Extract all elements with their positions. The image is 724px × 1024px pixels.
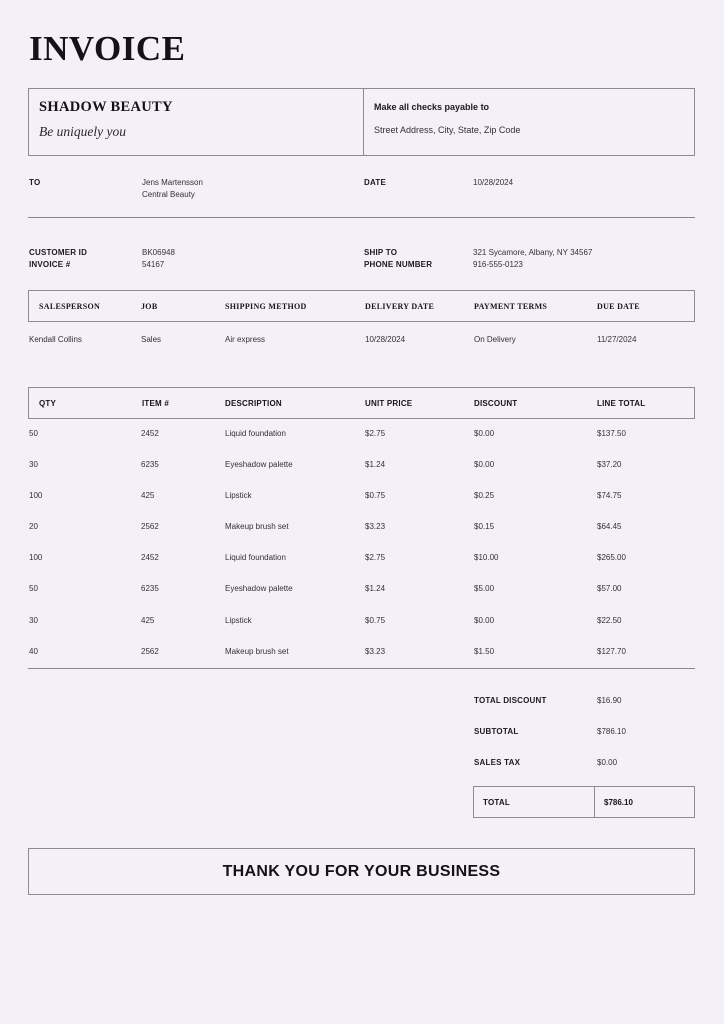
- line-item-line-total: $37.20: [597, 460, 622, 469]
- salesperson-header-due-date: DUE DATE: [597, 302, 640, 311]
- line-item-qty: 30: [29, 616, 38, 625]
- line-item-discount: $0.15: [474, 522, 495, 531]
- total-discount-value: $16.90: [597, 696, 622, 705]
- salesperson-cell-payment-terms: On Delivery: [474, 335, 516, 344]
- line-item-description: Makeup brush set: [225, 647, 289, 656]
- total-box-divider: [594, 787, 595, 817]
- line-item-line-total: $137.50: [597, 429, 626, 438]
- salesperson-cell-job: Sales: [141, 335, 162, 344]
- line-item-line-total: $127.70: [597, 647, 626, 656]
- line-item-discount: $0.25: [474, 491, 495, 500]
- total-value: $786.10: [604, 798, 633, 807]
- total-box: [473, 786, 695, 818]
- company-tagline: Be uniquely you: [39, 124, 126, 139]
- salesperson-header-delivery-date: DELIVERY DATE: [365, 302, 435, 311]
- line-item-unit-price: $1.24: [365, 584, 386, 593]
- line-item-description: Makeup brush set: [225, 522, 289, 531]
- line-item-discount: $0.00: [474, 460, 495, 469]
- line-item-description: Liquid foundation: [225, 553, 286, 562]
- phone-number-label: PHONE NUMBER: [364, 260, 433, 269]
- line-items-header-discount: DISCOUNT: [474, 399, 518, 408]
- line-item-description: Liquid foundation: [225, 429, 286, 438]
- total-discount-label: TOTAL DISCOUNT: [474, 696, 547, 705]
- ship-to-value: 321 Sycamore, Albany, NY 34567: [473, 248, 593, 257]
- line-item-line-total: $22.50: [597, 616, 622, 625]
- line-item-discount: $10.00: [474, 553, 499, 562]
- payable-address: Street Address, City, State, Zip Code: [374, 125, 521, 135]
- line-item-unit-price: $0.75: [365, 491, 386, 500]
- header-box: [28, 88, 695, 156]
- divider-line-items-bottom: [28, 668, 695, 669]
- divider-top: [28, 217, 695, 218]
- line-item-qty: 100: [29, 491, 43, 500]
- line-items-header-qty: QTY: [39, 399, 57, 408]
- line-item-discount: $0.00: [474, 429, 495, 438]
- salesperson-cell-shipping-method: Air express: [225, 335, 266, 344]
- sales-tax-value: $0.00: [597, 758, 618, 767]
- line-item-unit-price: $3.23: [365, 647, 386, 656]
- date-label: DATE: [364, 178, 386, 187]
- header-box-divider: [363, 89, 364, 155]
- line-item-description: Eyeshadow palette: [225, 460, 293, 469]
- sales-tax-label: SALES TAX: [474, 758, 521, 767]
- line-item-unit-price: $3.23: [365, 522, 386, 531]
- salesperson-header-salesperson: SALESPERSON: [39, 302, 101, 311]
- line-item-qty: 50: [29, 429, 38, 438]
- line-item-item-no: 2562: [141, 522, 159, 531]
- phone-number-value: 916-555-0123: [473, 260, 523, 269]
- payable-block: [374, 101, 684, 137]
- customer-id-label: CUSTOMER ID: [29, 248, 88, 257]
- invoice-number-label: INVOICE #: [29, 260, 71, 269]
- line-item-unit-price: $0.75: [365, 616, 386, 625]
- salesperson-table-header: [28, 290, 695, 322]
- to-name: Jens Martensson: [142, 178, 203, 187]
- line-item-qty: 20: [29, 522, 38, 531]
- line-item-line-total: $265.00: [597, 553, 626, 562]
- date-value: 10/28/2024: [473, 178, 514, 187]
- line-item-discount: $5.00: [474, 584, 495, 593]
- line-item-unit-price: $2.75: [365, 429, 386, 438]
- line-item-item-no: 425: [141, 616, 155, 625]
- line-item-qty: 30: [29, 460, 38, 469]
- total-label: TOTAL: [483, 798, 510, 807]
- page-title: INVOICE: [29, 29, 186, 68]
- subtotal-value: $786.10: [597, 727, 626, 736]
- line-item-line-total: $57.00: [597, 584, 622, 593]
- company-name: SHADOW BEAUTY: [39, 99, 173, 115]
- salesperson-cell-delivery-date: 10/28/2024: [365, 335, 406, 344]
- line-items-header-description: DESCRIPTION: [225, 399, 282, 408]
- line-item-line-total: $74.75: [597, 491, 622, 500]
- ship-to-label: SHIP TO: [364, 248, 398, 257]
- line-item-discount: $0.00: [474, 616, 495, 625]
- line-item-item-no: 2562: [141, 647, 159, 656]
- line-item-qty: 40: [29, 647, 38, 656]
- subtotal-label: SUBTOTAL: [474, 727, 519, 736]
- line-item-item-no: 425: [141, 491, 155, 500]
- line-item-description: Eyeshadow palette: [225, 584, 293, 593]
- payable-label: Make all checks payable to: [374, 102, 490, 112]
- salesperson-header-shipping-method: SHIPPING METHOD: [225, 302, 307, 311]
- footer-box: [28, 848, 695, 895]
- salesperson-cell-due-date: 11/27/2024: [597, 335, 637, 344]
- salesperson-header-job: JOB: [141, 302, 158, 311]
- company-block: [39, 98, 349, 141]
- line-item-item-no: 6235: [141, 460, 159, 469]
- line-item-unit-price: $2.75: [365, 553, 386, 562]
- line-item-discount: $1.50: [474, 647, 495, 656]
- line-item-item-no: 2452: [141, 553, 159, 562]
- line-items-table-header: [28, 387, 695, 419]
- line-item-item-no: 2452: [141, 429, 159, 438]
- invoice-number-value: 54167: [142, 260, 165, 269]
- to-company: Central Beauty: [142, 190, 195, 199]
- line-item-description: Lipstick: [225, 491, 252, 500]
- line-items-header-line-total: LINE TOTAL: [597, 399, 646, 408]
- line-item-unit-price: $1.24: [365, 460, 386, 469]
- customer-id-value: BK06948: [142, 248, 175, 257]
- footer-message: THANK YOU FOR YOUR BUSINESS: [222, 862, 501, 880]
- to-label: TO: [29, 178, 41, 187]
- line-item-qty: 100: [29, 553, 43, 562]
- line-items-header-item-no: ITEM #: [142, 399, 169, 408]
- salesperson-cell-salesperson: Kendall Collins: [29, 335, 82, 344]
- line-item-description: Lipstick: [225, 616, 252, 625]
- line-item-item-no: 6235: [141, 584, 159, 593]
- line-item-line-total: $64.45: [597, 522, 622, 531]
- line-items-header-unit-price: UNIT PRICE: [365, 399, 413, 408]
- salesperson-header-payment-terms: PAYMENT TERMS: [474, 302, 548, 311]
- line-item-qty: 50: [29, 584, 38, 593]
